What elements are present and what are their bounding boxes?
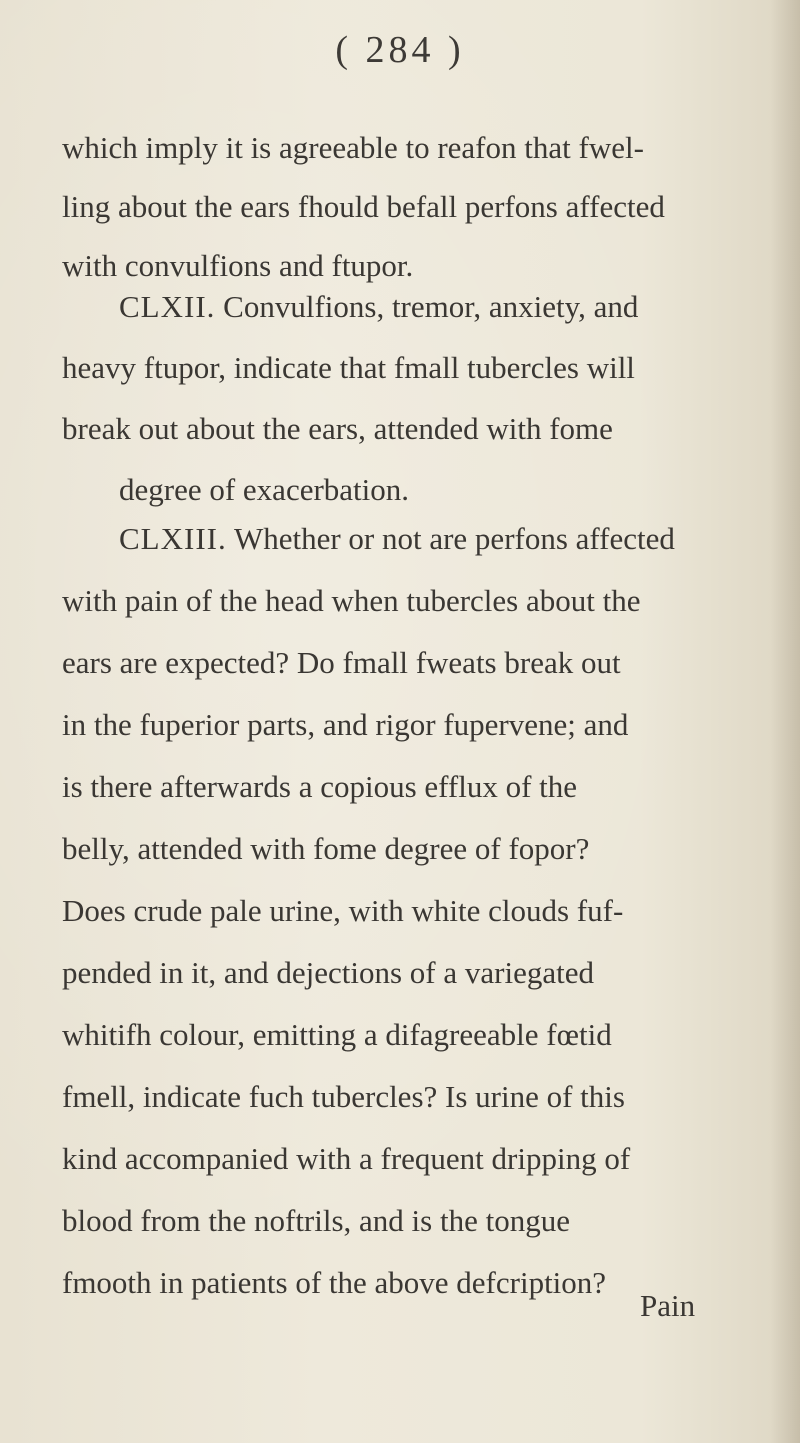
section-number: CLXII.	[119, 289, 216, 324]
paragraph-clxiii	[62, 508, 767, 1314]
text-line: kind accompanied with a frequent dripping of	[62, 1141, 631, 1176]
text-line: Does crude pale urine, with white clouds fuf-	[62, 893, 624, 928]
text-line: ears are expected? Do fmall fweats break out	[62, 645, 621, 680]
text-line: ling about the ears fhould befall perfons affected	[62, 189, 665, 224]
text-line-first	[62, 276, 767, 337]
text-line: with pain of the head when tubercles about the	[62, 583, 641, 618]
text-line: pended in it, and dejections of a variegated	[62, 955, 594, 990]
text-line-first	[62, 508, 767, 570]
paragraph-continuation	[62, 118, 767, 295]
text-line: which imply it is agreeable to reafon that fwel-	[62, 130, 644, 165]
catchword: Pain	[640, 1288, 696, 1323]
text-line: break out about the ears, attended with fome	[62, 411, 613, 446]
text-line: fmell, indicate fuch tubercles? Is urine of this	[62, 1079, 625, 1114]
paragraph-clxii	[62, 276, 767, 520]
page-edge-shadow	[770, 0, 800, 1443]
text-line: heavy ftupor, indicate that fmall tubercles will	[62, 350, 635, 385]
text-line: belly, attended with fome degree of fopor?	[62, 831, 590, 866]
page-number: ( 284 )	[335, 29, 465, 71]
text-line: whitifh colour, emitting a difagreeable fœtid	[62, 1017, 612, 1052]
text-line: fmooth in patients of the above defcription?	[62, 1265, 607, 1300]
text-line-rest: Convulfions, tremor, anxiety, and	[223, 289, 639, 324]
section-number: CLXIII.	[119, 521, 227, 556]
text-line: is there afterwards a copious efflux of the	[62, 769, 578, 804]
text-line: blood from the noftrils, and is the tongue	[62, 1203, 570, 1238]
text-line: with convulfions and ftupor.	[62, 248, 414, 283]
text-line: in the fuperior parts, and rigor fupervene; and	[62, 707, 629, 742]
text-line-rest: Whether or not are perfons affected	[233, 521, 675, 556]
text-line: degree of exacerbation.	[119, 472, 410, 507]
